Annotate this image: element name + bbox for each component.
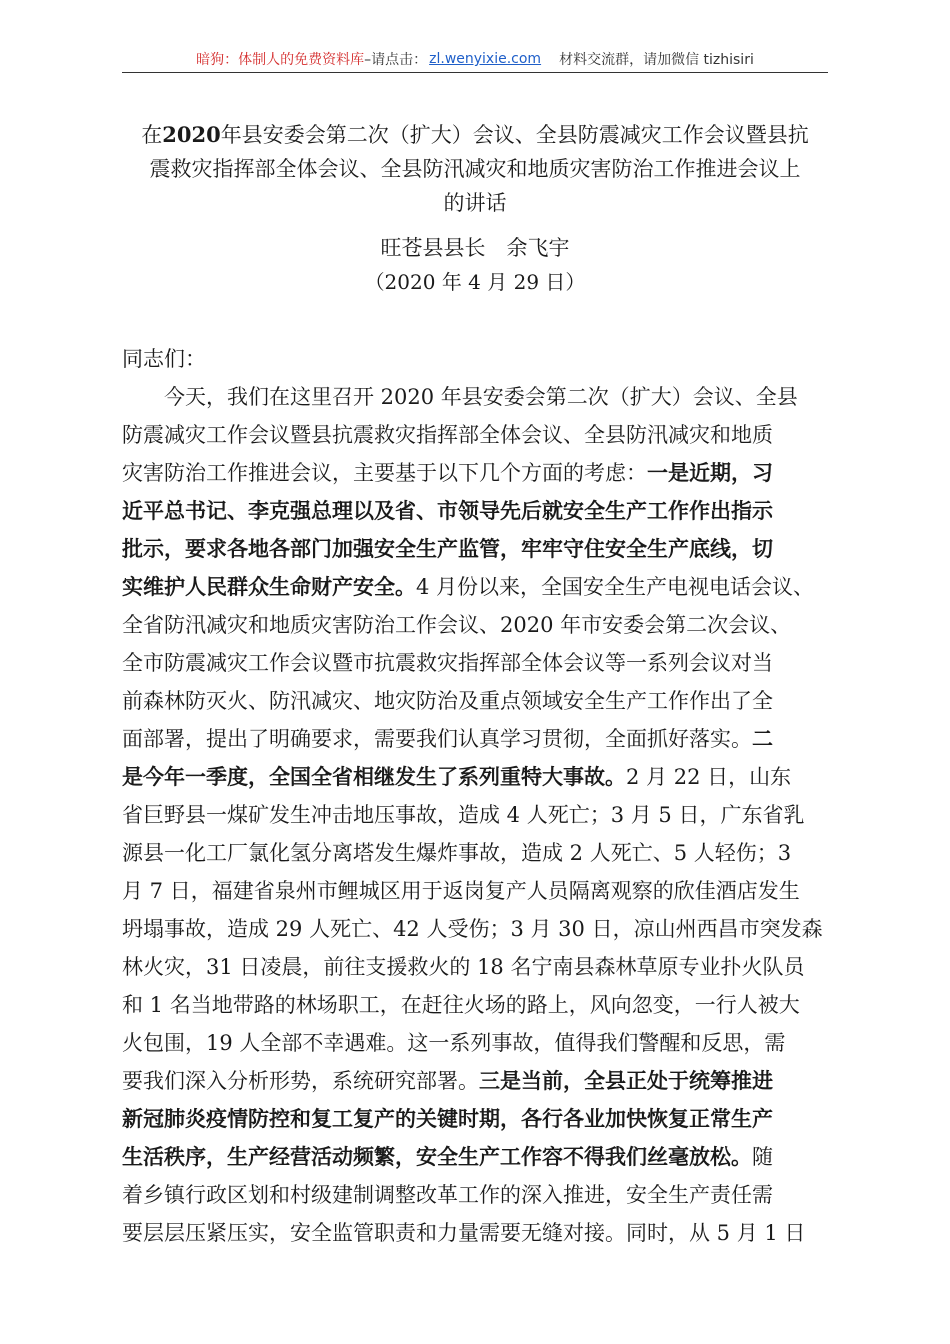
body-emphasis: 二	[752, 726, 773, 751]
body-line: 今天，我们在这里召开 2020 年县安委会第二次（扩大）会议、全县	[164, 385, 798, 409]
author-line: 旺苍县县长 余飞宇	[380, 236, 570, 260]
title-year: 2020	[162, 122, 221, 147]
title-rest: 年县安委会第二次（扩大）会议、全县防震减灾工作会议暨县抗	[220, 123, 809, 147]
header-group-note: 材料交流群，请加微信 tizhisiri	[559, 52, 754, 68]
body-line: 省巨野县一煤矿发生冲击地压事故，造成 4 人死亡；3 月 5 日，广东省乳	[122, 803, 805, 827]
body-line: 全省防汛减灾和地质灾害防治工作会议、2020 年市安委会第二次会议、	[122, 613, 792, 637]
body-line: 防震减灾工作会议暨县抗震救灾指挥部全体会议、全县防汛减灾和地质	[122, 423, 773, 447]
body-line: 月 7 日，福建省泉州市鲤城区用于返岗复产人员隔离观察的欣佳酒店发生	[122, 879, 800, 903]
speech-body	[122, 340, 840, 1252]
title-line-1	[122, 118, 828, 152]
salutation: 同志们：	[122, 347, 206, 371]
body-line	[122, 1138, 840, 1176]
body-line: 和 1 名当地带路的林场职工，在赶往火场的路上，风向忽变，一行人被大	[122, 993, 800, 1017]
body-emphasis: 是今年一季度，全国全省相继发生了系列重特大事故。	[122, 764, 626, 789]
body-emphasis: 新冠肺炎疫情防控和复工复产的关键时期，各行各业加快恢复正常生产	[122, 1106, 773, 1131]
body-segment: 要我们深入分析形势，系统研究部署。	[122, 1069, 479, 1093]
body-line	[122, 454, 840, 492]
body-line	[122, 1100, 840, 1138]
body-line: 林火灾，31 日凌晨，前往支援救火的 18 名宁南县森林草原专业扑火队员	[122, 955, 805, 979]
body-emphasis: 一是近期，习	[647, 460, 773, 485]
body-emphasis: 实维护人民群众生命财产安全。	[122, 574, 416, 599]
page-header	[122, 46, 828, 73]
body-emphasis: 三是当前，全县正处于统筹推进	[479, 1068, 773, 1093]
title-line-3: 的讲话	[443, 191, 507, 215]
body-line: 火包围，19 人全部不幸遇难。这一系列事故，值得我们警醒和反思，需	[122, 1031, 786, 1055]
body-emphasis: 批示，要求各地各部门加强安全生产监管，牢牢守住安全生产底线，切	[122, 536, 773, 561]
body-line	[122, 720, 840, 758]
body-line: 源县一化工厂氯化氢分离塔发生爆炸事故，造成 2 人死亡、5 人轻伤；3	[122, 841, 792, 865]
body-line	[122, 492, 840, 530]
body-line: 全市防震减灾工作会议暨市抗震救灾指挥部全体会议等一系列会议对当	[122, 651, 773, 675]
body-line	[122, 1062, 840, 1100]
body-emphasis: 生活秩序，生产经营活动频繁，安全生产工作容不得我们丝毫放松。	[122, 1144, 752, 1169]
body-segment: 随	[752, 1145, 773, 1169]
body-line: 要层层压紧压实，安全监管职责和力量需要无缝对接。同时，从 5 月 1 日	[122, 1221, 806, 1245]
header-brand: 暗狗：体制人的免费资料库	[196, 52, 365, 68]
body-line	[122, 758, 840, 796]
header-link[interactable]: zl.wenyixie.com	[429, 51, 542, 67]
body-line	[122, 568, 840, 606]
title-line-2: 震救灾指挥部全体会议、全县防汛减灾和地质灾害防治工作推进会议上	[149, 157, 801, 181]
title-prefix: 在	[141, 123, 163, 147]
body-segment: 面部署，提出了明确要求，需要我们认真学习贯彻，全面抓好落实。	[122, 727, 752, 751]
body-line: 坍塌事故，造成 29 人死亡、42 人受伤；3 月 30 日，凉山州西昌市突发森	[122, 917, 823, 941]
date-line: （2020 年 4 月 29 日）	[364, 270, 586, 294]
document-title	[122, 118, 828, 220]
body-segment: 2 月 22 日，山东	[626, 765, 792, 789]
body-line: 前森林防灭火、防汛减灾、地灾防治及重点领域安全生产工作作出了全	[122, 689, 773, 713]
body-line: 着乡镇行政区划和村级建制调整改革工作的深入推进，安全生产责任需	[122, 1183, 773, 1207]
body-segment: 4 月份以来，全国安全生产电视电话会议、	[416, 575, 815, 599]
body-line	[122, 530, 840, 568]
header-prompt: –请点击：	[364, 52, 428, 68]
body-emphasis: 近平总书记、李克强总理以及省、市领导先后就安全生产工作作出指示	[122, 498, 773, 523]
body-segment: 灾害防治工作推进会议，主要基于以下几个方面的考虑：	[122, 461, 647, 485]
